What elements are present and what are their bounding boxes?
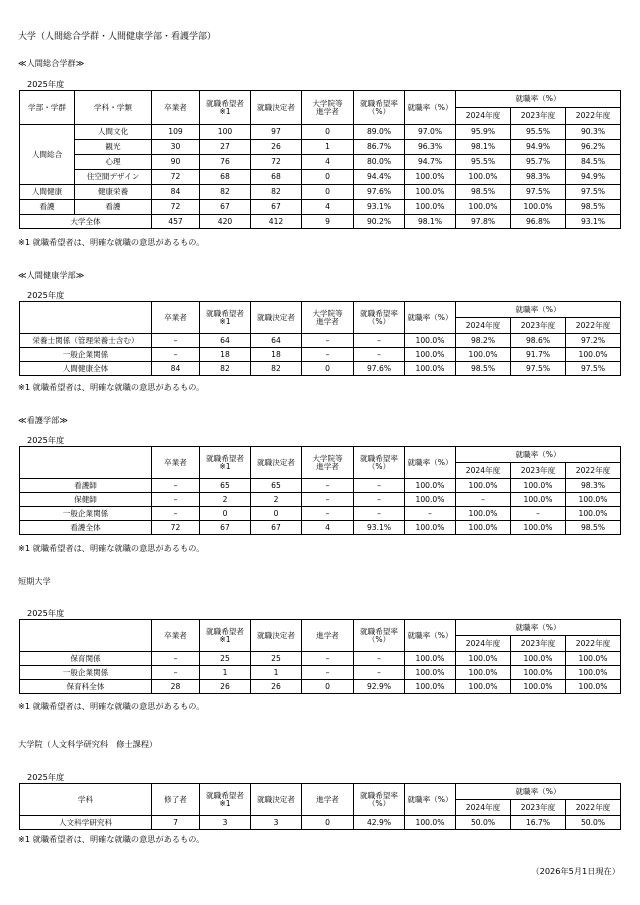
cell: 97.6% [354,362,405,376]
table-row [20,652,621,666]
cell: – [302,652,354,666]
col-header: 2024年度 [456,800,511,816]
table-row [20,185,621,200]
table-row [20,155,621,170]
cell: 97.0% [405,125,456,140]
cell: 7 [152,816,200,830]
cell: – [302,334,354,348]
col-header: 就職率（%） [405,91,456,125]
col-header: 大学院等 進学者 [302,447,354,479]
col-header: 大学院等 進学者 [302,91,354,125]
cell: 100.0% [511,493,566,507]
cell: 100.0% [566,652,621,666]
cell: 100.0% [456,680,511,694]
cell: 0 [302,816,354,830]
cell: 4 [302,155,354,170]
cell: 98.3% [566,479,621,493]
cell: 97 [251,125,302,140]
cell: 50.0% [566,816,621,830]
section-title: 短期大学 [18,576,51,586]
cell: 94.7% [405,155,456,170]
section-title: 大学院（人文科学研究科 修士課程） [18,739,158,749]
cell: 100.0% [405,666,456,680]
cell: 72 [152,200,200,215]
cell: 97.8% [456,215,511,229]
cell: 100.0% [566,507,621,521]
cell: 100.0% [405,200,456,215]
cell: 457 [152,215,200,229]
col-header: 就職率（%） [456,302,621,318]
cell: 100.0% [456,652,511,666]
cell: 94.4% [354,170,405,185]
cell: 人間文化 [75,125,152,140]
col-header: 2022年度 [566,800,621,816]
cell: 96.2% [566,140,621,155]
cell: 98.5% [456,185,511,200]
cell: 100.0% [456,666,511,680]
col-header: 卒業者 [152,620,200,652]
cell: 100.0% [405,652,456,666]
cell: – [302,666,354,680]
cell: 栄養士関係（管理栄養士含む） [20,334,152,348]
col-header: 卒業者 [152,447,200,479]
cell: 0 [302,362,354,376]
col-header: 卒業者 [152,302,200,334]
cell: 91.7% [511,348,566,362]
table-row [20,479,621,493]
col-header: 進学者 [302,620,354,652]
cell: 18 [200,348,251,362]
cell: 65 [200,479,251,493]
cell: 100.0% [405,185,456,200]
cell: 68 [200,170,251,185]
cell: 看護全体 [20,521,152,535]
cell: 一般企業関係 [20,507,152,521]
col-header: 2022年度 [566,636,621,652]
cell: 93.1% [566,215,621,229]
cell: 25 [200,652,251,666]
col-header: 2024年度 [456,108,511,125]
cell: 420 [200,215,251,229]
col-header: 学科 [20,784,152,816]
cell: 0 [302,680,354,694]
col-header: 2023年度 [511,800,566,816]
col-header: 就職希望者 ※1 [200,302,251,334]
cell: 97.2% [566,334,621,348]
col-header: 就職希望率 （%） [354,302,405,334]
cell: 100 [200,125,251,140]
col-header: 修了者 [152,784,200,816]
cell: 67 [200,200,251,215]
cell: 67 [251,521,302,535]
cell: 42.9% [354,816,405,830]
cell: – [152,348,200,362]
cell: 93.1% [354,200,405,215]
cell: 64 [200,334,251,348]
cell: – [511,507,566,521]
cell: 92.9% [354,680,405,694]
col-header: 就職率（%） [405,447,456,479]
footnote: ※1 就職希望者は、明確な就職の意思があるもの。 [18,237,205,247]
col-header: 2022年度 [566,318,621,334]
cell: 1 [200,666,251,680]
cell: 72 [152,521,200,535]
cell: 84.5% [566,155,621,170]
employment-table-1 [19,90,621,229]
cell: 98.1% [405,215,456,229]
col-header: 就職希望率 （%） [354,784,405,816]
cell: 97.5% [566,362,621,376]
cell: 84 [152,185,200,200]
cell: 2 [251,493,302,507]
section-year: 2025年度 [27,608,65,618]
cell: 100.0% [405,479,456,493]
cell: 90.3% [566,125,621,140]
page-title: 大学（人間総合学群・人間健康学部・看護学部） [18,32,217,42]
col-header: 2023年度 [511,636,566,652]
cell: 100.0% [456,170,511,185]
cell: 72 [152,170,200,185]
employment-table-4 [19,619,621,694]
col-header: 2022年度 [566,108,621,125]
cell: 100.0% [405,680,456,694]
employment-table-2 [19,301,621,376]
cell: – [354,507,405,521]
cell: 28 [152,680,200,694]
cell: 96.8% [511,215,566,229]
cell: – [152,666,200,680]
cell: 82 [251,185,302,200]
table-row [20,493,621,507]
cell: 看護師 [20,479,152,493]
table-total-row [20,680,621,694]
cell: 98.1% [456,140,511,155]
cell: 100.0% [511,479,566,493]
cell: 0 [302,125,354,140]
cell: 97.6% [354,185,405,200]
cell: 100.0% [405,348,456,362]
cell: 住空間デザイン [75,170,152,185]
group-label: 看護 [20,200,75,215]
table-row [20,507,621,521]
cell: 84 [152,362,200,376]
cell: 412 [251,215,302,229]
col-header: 2024年度 [456,318,511,334]
footnote: ※1 就職希望者は、明確な就職の意思があるもの。 [18,543,205,553]
cell: 95.7% [511,155,566,170]
cell: 98.3% [511,170,566,185]
table-row [20,666,621,680]
cell: 100.0% [456,479,511,493]
cell: 0 [302,170,354,185]
cell: 97.5% [511,185,566,200]
col-header: 就職希望率 （%） [354,447,405,479]
section-year: 2025年度 [27,435,65,445]
cell: 100.0% [566,348,621,362]
footnote: ※1 就職希望者は、明確な就職の意思があるもの。 [18,834,205,844]
cell: 3 [251,816,302,830]
employment-table-5 [19,783,621,830]
employment-table-3 [19,446,621,535]
cell: – [354,479,405,493]
cell: 100.0% [456,507,511,521]
cell: 100.0% [566,666,621,680]
col-header: 2024年度 [456,636,511,652]
col-header: 2023年度 [511,463,566,479]
as-of-date: （2026年5月1日現在） [531,866,620,876]
cell: 26 [200,680,251,694]
cell: 100.0% [405,493,456,507]
cell: 100.0% [511,666,566,680]
section-title: ≪人間総合学群≫ [18,58,85,68]
col-header: 就職希望者 ※1 [200,620,251,652]
cell: 人文科学研究科 [20,816,152,830]
cell: 82 [251,362,302,376]
table-row [20,125,621,140]
cell: 18 [251,348,302,362]
cell: 100.0% [511,200,566,215]
footnote: ※1 就職希望者は、明確な就職の意思があるもの。 [18,701,205,711]
table-row [20,334,621,348]
cell: 2 [200,493,251,507]
cell: – [152,334,200,348]
cell: 一般企業関係 [20,348,152,362]
table-total-row [20,215,621,229]
cell: 94.9% [511,140,566,155]
cell: 100.0% [511,521,566,535]
cell: 0 [251,507,302,521]
cell: 98.5% [566,521,621,535]
cell: 27 [200,140,251,155]
col-header: 2022年度 [566,463,621,479]
cell: 100.0% [456,521,511,535]
cell: – [302,507,354,521]
col-header: 大学院等 進学者 [302,302,354,334]
cell: 76 [200,155,251,170]
cell: 96.3% [405,140,456,155]
cell: 89.0% [354,125,405,140]
col-header: 就職率（%） [405,620,456,652]
cell: – [354,666,405,680]
section-title: ≪人間健康学部≫ [18,270,85,280]
cell: 4 [302,200,354,215]
table-total-row [20,362,621,376]
cell: – [354,334,405,348]
col-header: 2023年度 [511,318,566,334]
cell: 65 [251,479,302,493]
cell: 86.7% [354,140,405,155]
cell: 100.0% [511,680,566,694]
cell: 98.5% [456,362,511,376]
cell: – [152,652,200,666]
cell: 26 [251,680,302,694]
cell: 98.5% [566,200,621,215]
cell: 保育関係 [20,652,152,666]
cell: 観光 [75,140,152,155]
cell: – [302,493,354,507]
cell: 看護 [75,200,152,215]
cell: 90 [152,155,200,170]
cell: 72 [251,155,302,170]
cell: 保健師 [20,493,152,507]
cell: 0 [200,507,251,521]
cell: 100.0% [511,652,566,666]
cell: 93.1% [354,521,405,535]
cell: 100.0% [456,348,511,362]
table-row [20,170,621,185]
col-header: 就職率（%） [456,620,621,636]
footnote: ※1 就職希望者は、明確な就職の意思があるもの。 [18,382,205,392]
col-header: 就職率（%） [456,784,621,800]
table-row [20,200,621,215]
cell: 16.7% [511,816,566,830]
cell: 一般企業関係 [20,666,152,680]
col-header-blank [20,302,152,334]
cell: 26 [251,140,302,155]
cell: 保育科全体 [20,680,152,694]
cell: – [354,348,405,362]
col-header: 就職希望率 （%） [354,91,405,125]
cell: 109 [152,125,200,140]
col-header: 就職決定者 [251,447,302,479]
cell: 50.0% [456,816,511,830]
cell: 68 [251,170,302,185]
cell: 心理 [75,155,152,170]
col-header: 就職率（%） [405,302,456,334]
cell: – [152,493,200,507]
cell: 3 [200,816,251,830]
cell: – [354,493,405,507]
col-header: 就職率（%） [405,784,456,816]
col-header: 就職率（%） [456,447,621,463]
cell: – [302,348,354,362]
cell: 100.0% [456,200,511,215]
cell: 0 [302,185,354,200]
cell: 100.0% [405,816,456,830]
col-header: 就職決定者 [251,620,302,652]
col-header: 就職希望率 （%） [354,620,405,652]
col-header: 2023年度 [511,108,566,125]
cell: 100.0% [566,493,621,507]
col-header: 卒業者 [152,91,200,125]
cell: 82 [200,362,251,376]
cell: 大学全体 [20,215,152,229]
cell: 82 [200,185,251,200]
section-year: 2025年度 [27,290,65,300]
cell: 100.0% [405,362,456,376]
cell: 100.0% [566,680,621,694]
col-header: 就職率（%） [456,91,621,108]
cell: 1 [251,666,302,680]
col-header: 就職希望者 ※1 [200,447,251,479]
cell: 30 [152,140,200,155]
col-header: 就職決定者 [251,91,302,125]
cell: 67 [200,521,251,535]
cell: 64 [251,334,302,348]
cell: 94.9% [566,170,621,185]
cell: 25 [251,652,302,666]
col-header: 2024年度 [456,463,511,479]
cell: 98.2% [456,334,511,348]
col-header-blank [20,447,152,479]
table-row [20,348,621,362]
section-year: 2025年度 [27,79,65,89]
cell: 95.5% [511,125,566,140]
cell: 90.2% [354,215,405,229]
group-label: 人間総合 [20,125,75,185]
col-header: 就職希望者 ※1 [200,91,251,125]
cell: – [302,479,354,493]
cell: 80.0% [354,155,405,170]
cell: 67 [251,200,302,215]
group-label: 人間健康 [20,185,75,200]
cell: 95.5% [456,155,511,170]
table-total-row [20,521,621,535]
col-header: 就職希望者 ※1 [200,784,251,816]
cell: 95.9% [456,125,511,140]
cell: 97.5% [511,362,566,376]
cell: 1 [302,140,354,155]
cell: 100.0% [405,521,456,535]
cell: – [354,652,405,666]
cell: – [405,507,456,521]
col-header: 就職決定者 [251,784,302,816]
col-header: 学部・学群 [20,91,75,125]
cell: 9 [302,215,354,229]
col-header: 進学者 [302,784,354,816]
cell: 100.0% [405,334,456,348]
col-header: 学科・学類 [75,91,152,125]
cell: – [152,507,200,521]
cell: 健康栄養 [75,185,152,200]
table-row [20,140,621,155]
section-title: ≪看護学部≫ [18,415,68,425]
cell: 人間健康全体 [20,362,152,376]
cell: 100.0% [405,170,456,185]
cell: 98.6% [511,334,566,348]
cell: 4 [302,521,354,535]
cell: 97.5% [566,185,621,200]
cell: – [152,479,200,493]
table-row [20,816,621,830]
section-year: 2025年度 [27,772,65,782]
col-header-blank [20,620,152,652]
cell: – [456,493,511,507]
col-header: 就職決定者 [251,302,302,334]
